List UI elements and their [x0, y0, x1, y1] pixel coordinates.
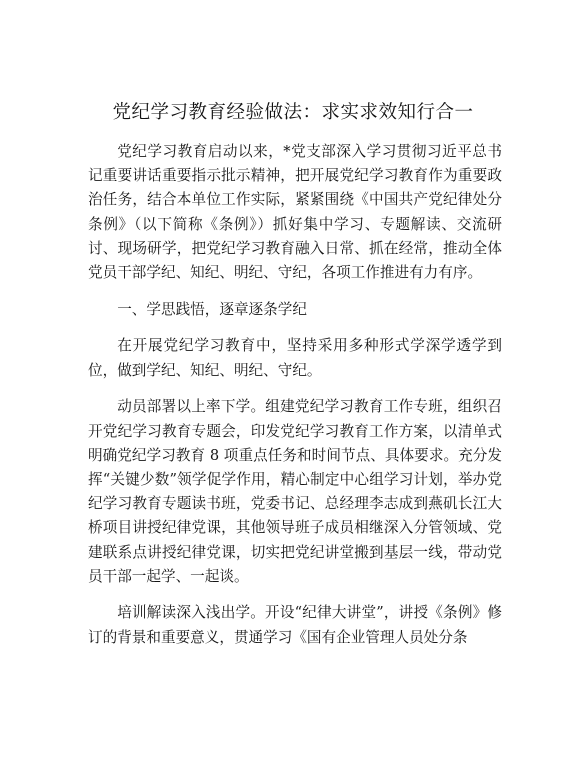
- section-heading: 一、学思践悟，逐章逐条学纪: [117, 300, 307, 318]
- section-intro-paragraph: 在开展党纪学习教育中，坚持采用多种形式学深学透学到位，做到学纪、知纪、明纪、守纪。: [88, 337, 502, 379]
- document-title: 党纪学习教育经验做法：求实求效知行合一: [112, 102, 474, 123]
- training-paragraph: 培训解读深入浅出学。开设“纪律大讲堂”，讲授《条例》修订的背景和重要意义，贯通学习《国有企业管理人员处分条: [88, 604, 502, 646]
- mobilization-paragraph: 动员部署以上率下学。组建党纪学习教育工作专班，组织召开党纪学习教育专题会，印发党纪学习教育工作方案，以清单式明确党纪学习教育 8 项重点任务和时间节点、具体要求。充分发挥“关键少数”领学促学作用，精心制定中心组学习计划，举办党纪学习教育专题读书班，党委书记、总经理李志成到燕矶长江大桥项目讲授纪律党课，其他领导班子成员相继深入分管领域、党建联系点讲授纪律党课，切实把党纪讲堂搬到基层一线，带动党员干部一起学、一起谈。: [88, 398, 502, 585]
- document-body: [88, 140, 502, 650]
- intro-paragraph: 党纪学习教育启动以来，*党支部深入学习贯彻习近平总书记重要讲话重要指示批示精神，把开展党纪学习教育作为重要政治任务，结合本单位工作实际，紧紧围绕《中国共产党纪律处分条例》（以下简称《条例》）抓好集中学习、专题解读、交流研讨、现场研学，把党纪学习教育融入日常、抓在经常，推动全体党员干部学纪、知纪、明纪、守纪，各项工作推进有力有序。: [88, 143, 502, 282]
